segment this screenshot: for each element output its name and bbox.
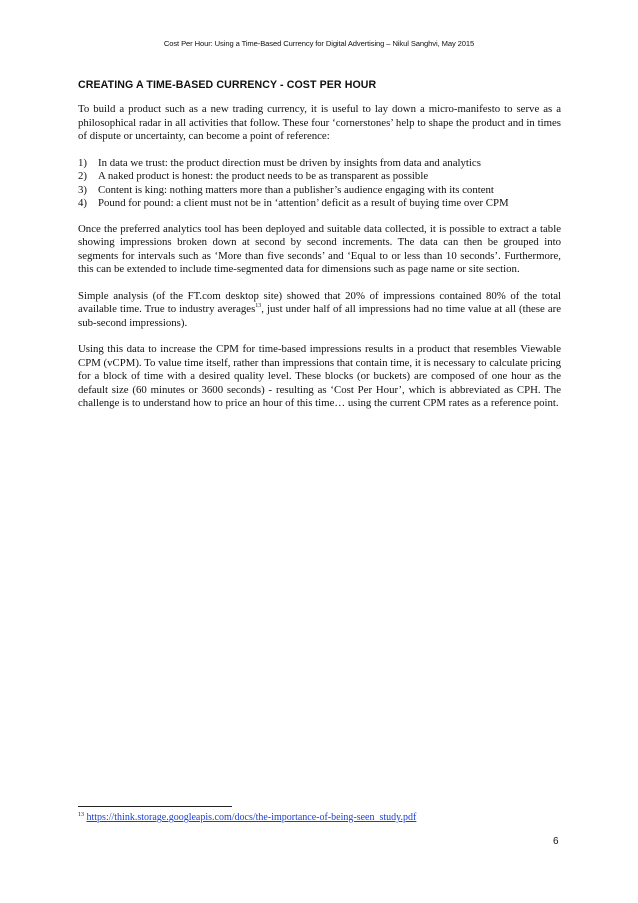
cornerstones-list <box>78 157 561 211</box>
section-title: CREATING A TIME-BASED CURRENCY - COST PER HOUR <box>78 79 377 91</box>
list-item <box>78 184 561 198</box>
main-content <box>78 79 561 424</box>
analysis-text-start: Simple analysis (of the FT.com desktop site) showed that 20% of impressions contained 80% of the total available time. True to industry averages <box>78 289 561 315</box>
analysis-text-end: , just under half of all impressions had no time value at all (these are sub-second impressions). <box>78 303 561 329</box>
list-item-number: 4) <box>78 197 87 209</box>
footnote-link[interactable]: https://think.storage.googleapis.com/docs/the-importance-of-being-seen_study.pdf <box>86 812 417 823</box>
running-header: Cost Per Hour: Using a Time-Based Currency for Digital Advertising – Nikul Sanghvi, May 2015 <box>163 39 475 48</box>
list-item <box>78 170 561 184</box>
page-number: 6 <box>553 836 559 847</box>
list-item-number: 2) <box>78 170 87 182</box>
footnote-reference[interactable]: 13 <box>255 303 262 309</box>
intro-paragraph: To build a product such as a new trading currency, it is useful to lay down a micro-manifesto to serve as a philosophical radar in all activities that follow. These four ‘cornerstones’ help to shape the product and in times of dispute or uncertainty, can become a point of reference: <box>78 103 561 142</box>
list-item-text: Pound for pound: a client must not be in ‘attention’ deficit as a result of buying time over CPM <box>98 197 509 209</box>
analysis-paragraph <box>78 290 561 331</box>
list-item-text: Content is king: nothing matters more than a publisher’s audience engaging with its content <box>98 183 494 196</box>
analytics-paragraph: Once the preferred analytics tool has been deployed and suitable data collected, it is possible to extract a table showing impressions broken down at second by second increments. The data can then be grouped into segments for intervals such as ‘More than five seconds’ and ‘Equal to or less than 10 seconds’. Furthermore, this can be extended to include time-segmented data for dimensions such as page name or site section. <box>78 222 561 275</box>
footnote-divider <box>78 806 232 807</box>
list-item <box>78 157 561 171</box>
list-item-text: A naked product is honest: the product needs to be as transparent as possible <box>98 170 429 182</box>
footnote-marker: 13 <box>78 812 84 818</box>
list-item-number: 3) <box>78 183 87 196</box>
list-item-number: 1) <box>78 156 87 169</box>
list-item-text: In data we trust: the product direction must be driven by insights from data and analytics <box>98 156 481 169</box>
footnote <box>78 812 416 824</box>
cph-paragraph: Using this data to increase the CPM for time-based impressions results in a product that resembles Viewable CPM (vCPM). To value time itself, rather than impressions that contain time, it is necessary to calculate pricing for a block of time with a desired quality level. These blocks (or buckets) are composed of one hour as the default size (60 minutes or 3600 seconds) - resulting as ‘Cost Per Hour’, which is abbreviated as CPH. The challenge is to understand how to price an hour of this time… using the current CPM rates as a reference point. <box>78 343 561 409</box>
list-item <box>78 197 561 211</box>
